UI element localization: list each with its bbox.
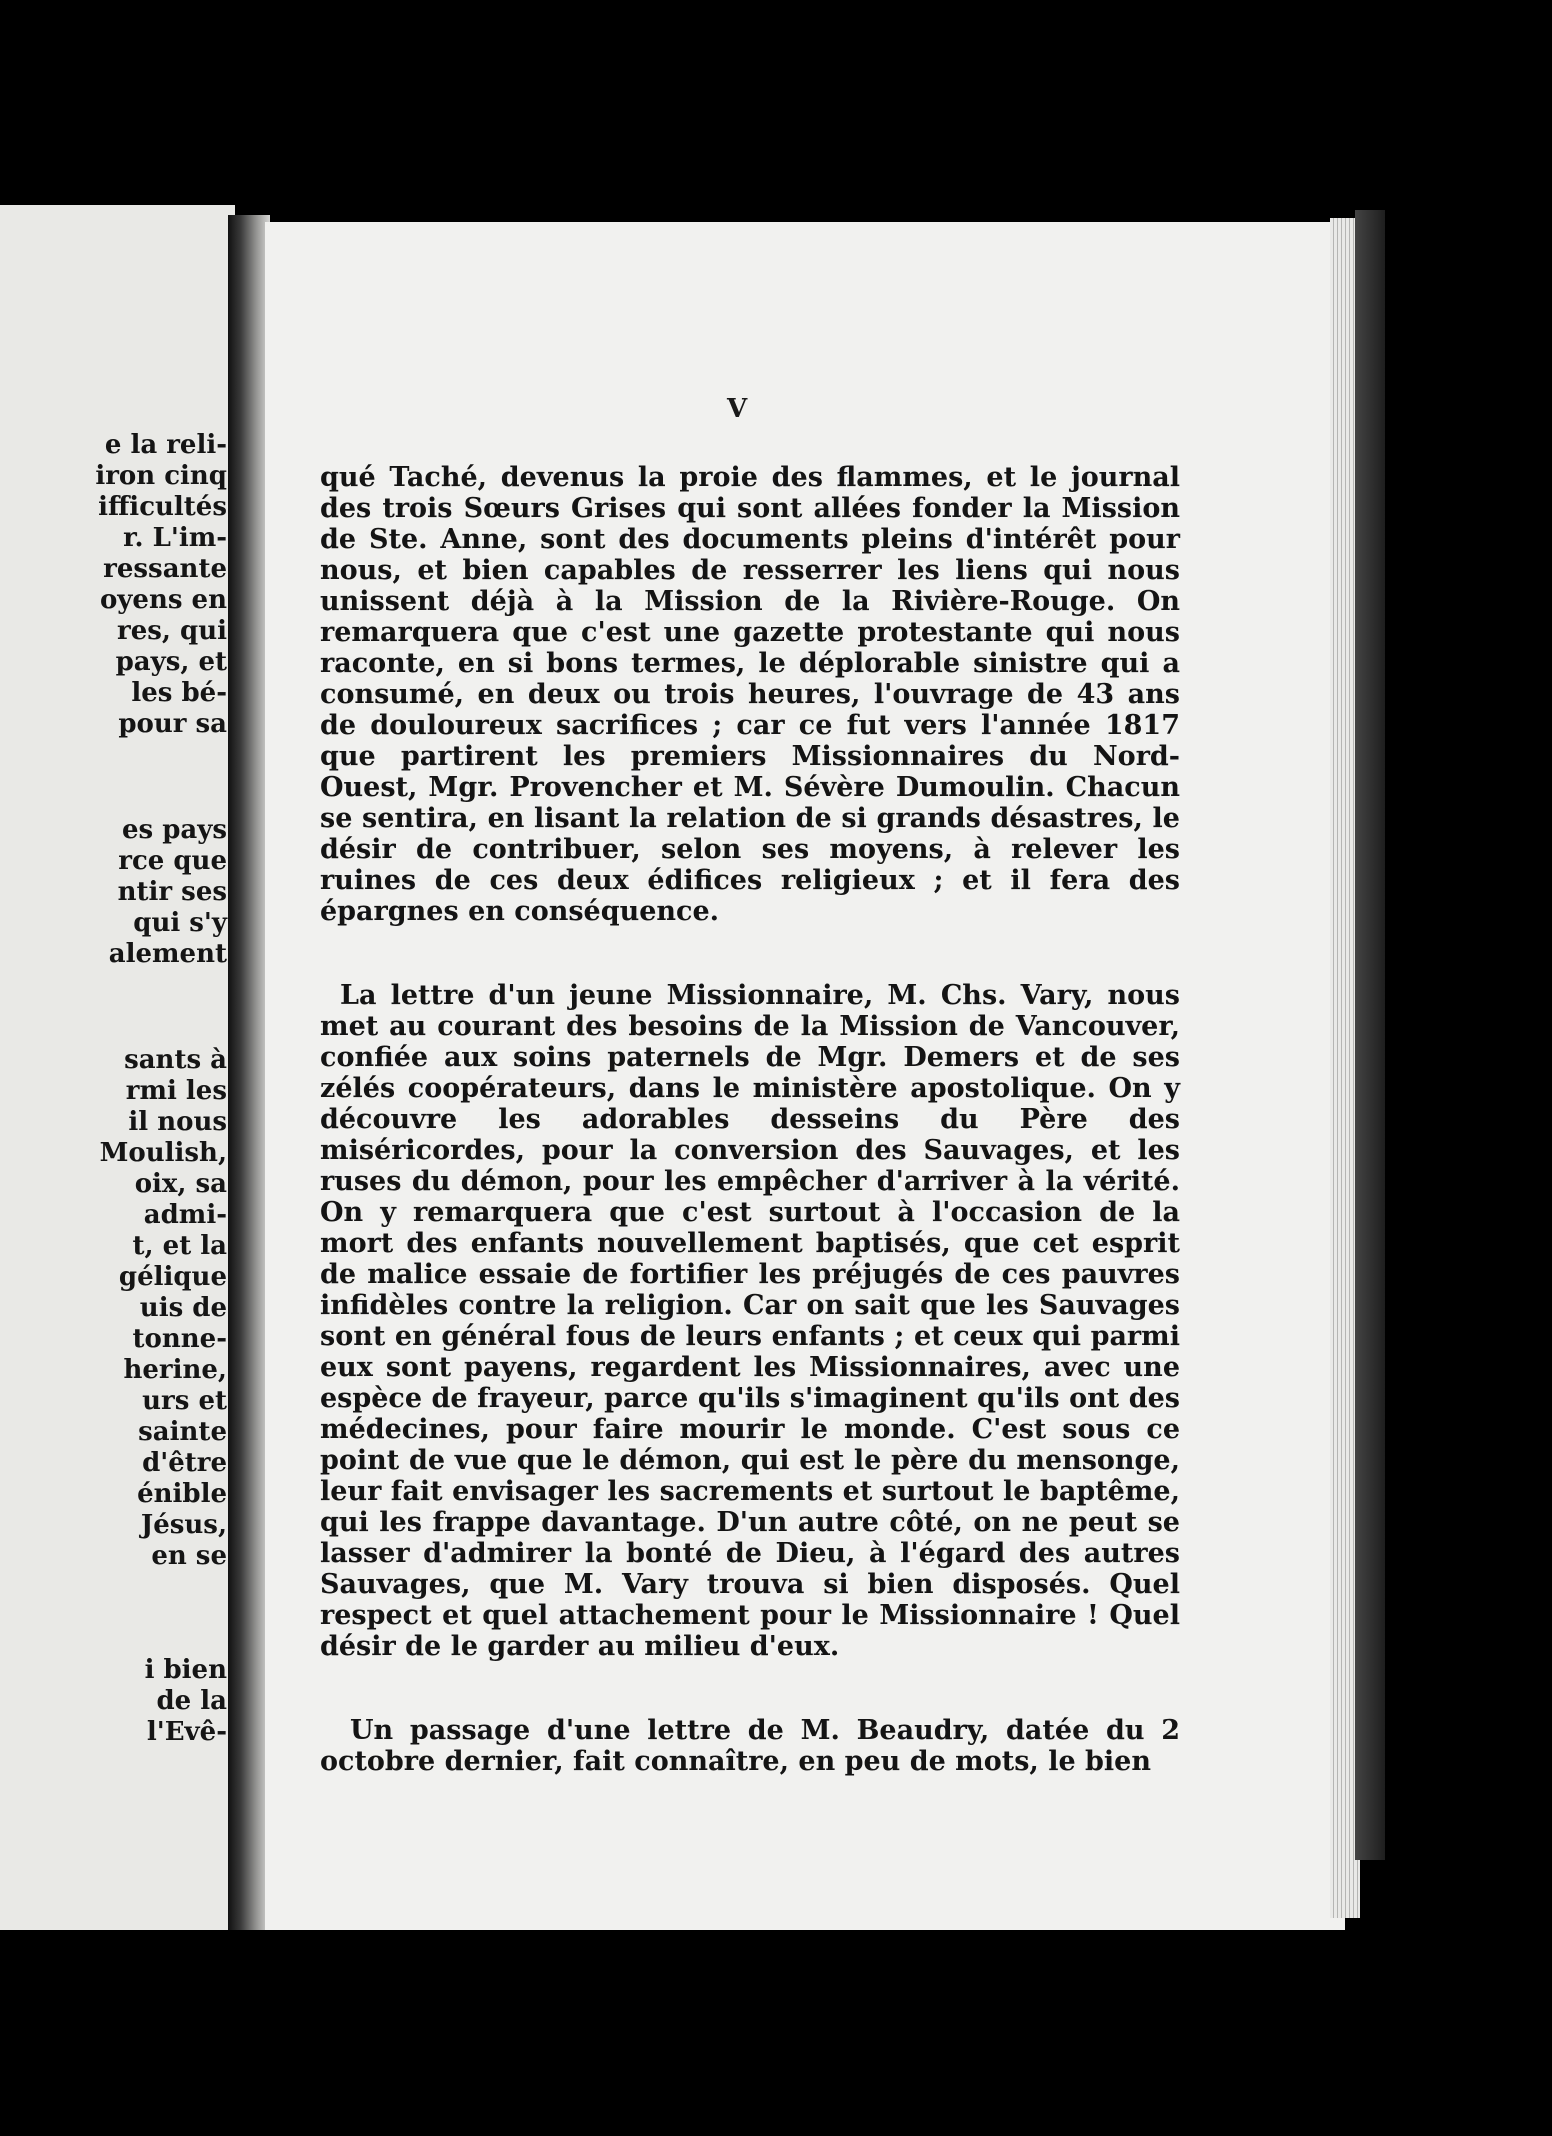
right-page — [265, 222, 1345, 1930]
left-line-fragment: rmi les — [125, 1076, 227, 1106]
left-line-fragment: qui s'y — [133, 908, 227, 938]
left-line-fragment: t, et la — [132, 1231, 227, 1261]
left-line-fragment: uis de — [139, 1293, 227, 1323]
left-page — [0, 205, 235, 1930]
left-line-fragment: oyens en — [99, 585, 227, 615]
paragraph-1: qué Taché, devenus la proie des flammes, et le journal des trois Sœurs Grises qui sont allées fonder la Mission de Ste. Anne, sont des documents pleins d'intérêt pour nous, et bien capables de resserrer les liens qui nous unissent déjà à la Mission de la Rivière-Rouge. On remarquera que c'est une gazette protestante qui nous raconte, en si bons termes, le déplorable sinistre qui a consumé, en deux ou trois heures, l'ouvrage de 43 ans de douloureux sacrifices ; car ce fut vers l'année 1817 que partirent les premiers Missionnaires du Nord-Ouest, Mgr. Provencher et M. Sévère Dumoulin. Chacun se sentira, en lisant la relation de si grands désastres, le désir de contribuer, selon ses moyens, à relever les ruines de ces deux édifices religieux ; et il fera des épargnes en conséquence. — [320, 462, 1180, 927]
left-line-fragment: pour sa — [118, 709, 227, 739]
paragraph-2: La lettre d'un jeune Missionnaire, M. Chs. Vary, nous met au courant des besoins de la Mission de Vancouver, confiée aux soins paternels de Mgr. Demers et de ses zélés coopérateurs, dans le ministère apostolique. On y découvre les adorables desseins du Père des miséricordes, pour la conversion des Sauvages, et les ruses du démon, pour les empêcher d'arriver à la vérité. On y remarquera que c'est surtout à l'occasion de la mort des enfants nouvellement baptisés, que cet esprit de malice essaie de fortifier les préjugés de ces pauvres infidèles contre la religion. Car on sait que les Sauvages sont en général fous de leurs enfants ; et ceux qui parmi eux sont payens, regardent les Missionnaires, avec une espèce de frayeur, parce qu'ils s'imaginent qu'ils ont des médecines, pour faire mourir le monde. C'est sous ce point de vue que le démon, qui est le père du mensonge, leur fait envisager les sacrements et surtout le baptême, qui les frappe davantage. D'un autre côté, on ne peut se lasser d'admirer la bonté de Dieu, à l'égard des autres Sauvages, que M. Vary trouva si bien disposés. Quel respect et quel attachement pour le Missionnaire ! Quel désir de le garder au milieu d'eux. — [320, 980, 1180, 1662]
left-line-fragment: en se — [151, 1541, 227, 1571]
left-line-fragment: urs et — [142, 1386, 227, 1416]
left-line-fragment: es pays — [121, 815, 227, 845]
left-line-fragment: Moulish, — [99, 1138, 227, 1168]
left-line-fragment: sainte — [138, 1417, 227, 1447]
left-line-fragment: i bien — [144, 1655, 227, 1685]
left-line-fragment: alement — [108, 939, 227, 969]
signature-mark: V — [727, 394, 748, 424]
left-line-fragment: ressante — [103, 554, 227, 584]
left-line-fragment: d'être — [142, 1448, 227, 1478]
left-line-fragment: oix, sa — [134, 1169, 227, 1199]
left-line-fragment: ifficultés — [98, 492, 227, 522]
left-line-fragment: pays, et — [115, 647, 227, 677]
book-cover — [1355, 210, 1385, 1860]
left-line-fragment: les bé- — [131, 678, 227, 708]
left-line-fragment: res, qui — [117, 616, 227, 646]
left-line-fragment: ntir ses — [117, 877, 227, 907]
left-line-fragment: tonne- — [132, 1324, 227, 1354]
left-line-fragment: iron cinq — [95, 461, 227, 491]
left-line-fragment: r. L'im- — [123, 523, 227, 553]
left-line-fragment: sants à — [124, 1045, 227, 1075]
left-line-fragment: herine, — [123, 1355, 227, 1385]
book-gutter — [228, 215, 270, 1930]
left-line-fragment: gélique — [118, 1262, 227, 1292]
left-line-fragment: il nous — [128, 1107, 227, 1137]
left-line-fragment: énible — [137, 1479, 227, 1509]
left-line-fragment: Jésus, — [140, 1510, 227, 1540]
left-line-fragment: admi- — [143, 1200, 227, 1230]
left-line-fragment: l'Evê- — [146, 1717, 227, 1747]
paragraph-3: Un passage d'une lettre de M. Beaudry, datée du 2 octobre dernier, fait connaître, en peu de mots, le bien — [320, 1715, 1180, 1777]
left-line-fragment: rce que — [118, 846, 227, 876]
left-line-fragment: e la reli- — [104, 430, 227, 460]
left-line-fragment: de la — [156, 1686, 227, 1716]
